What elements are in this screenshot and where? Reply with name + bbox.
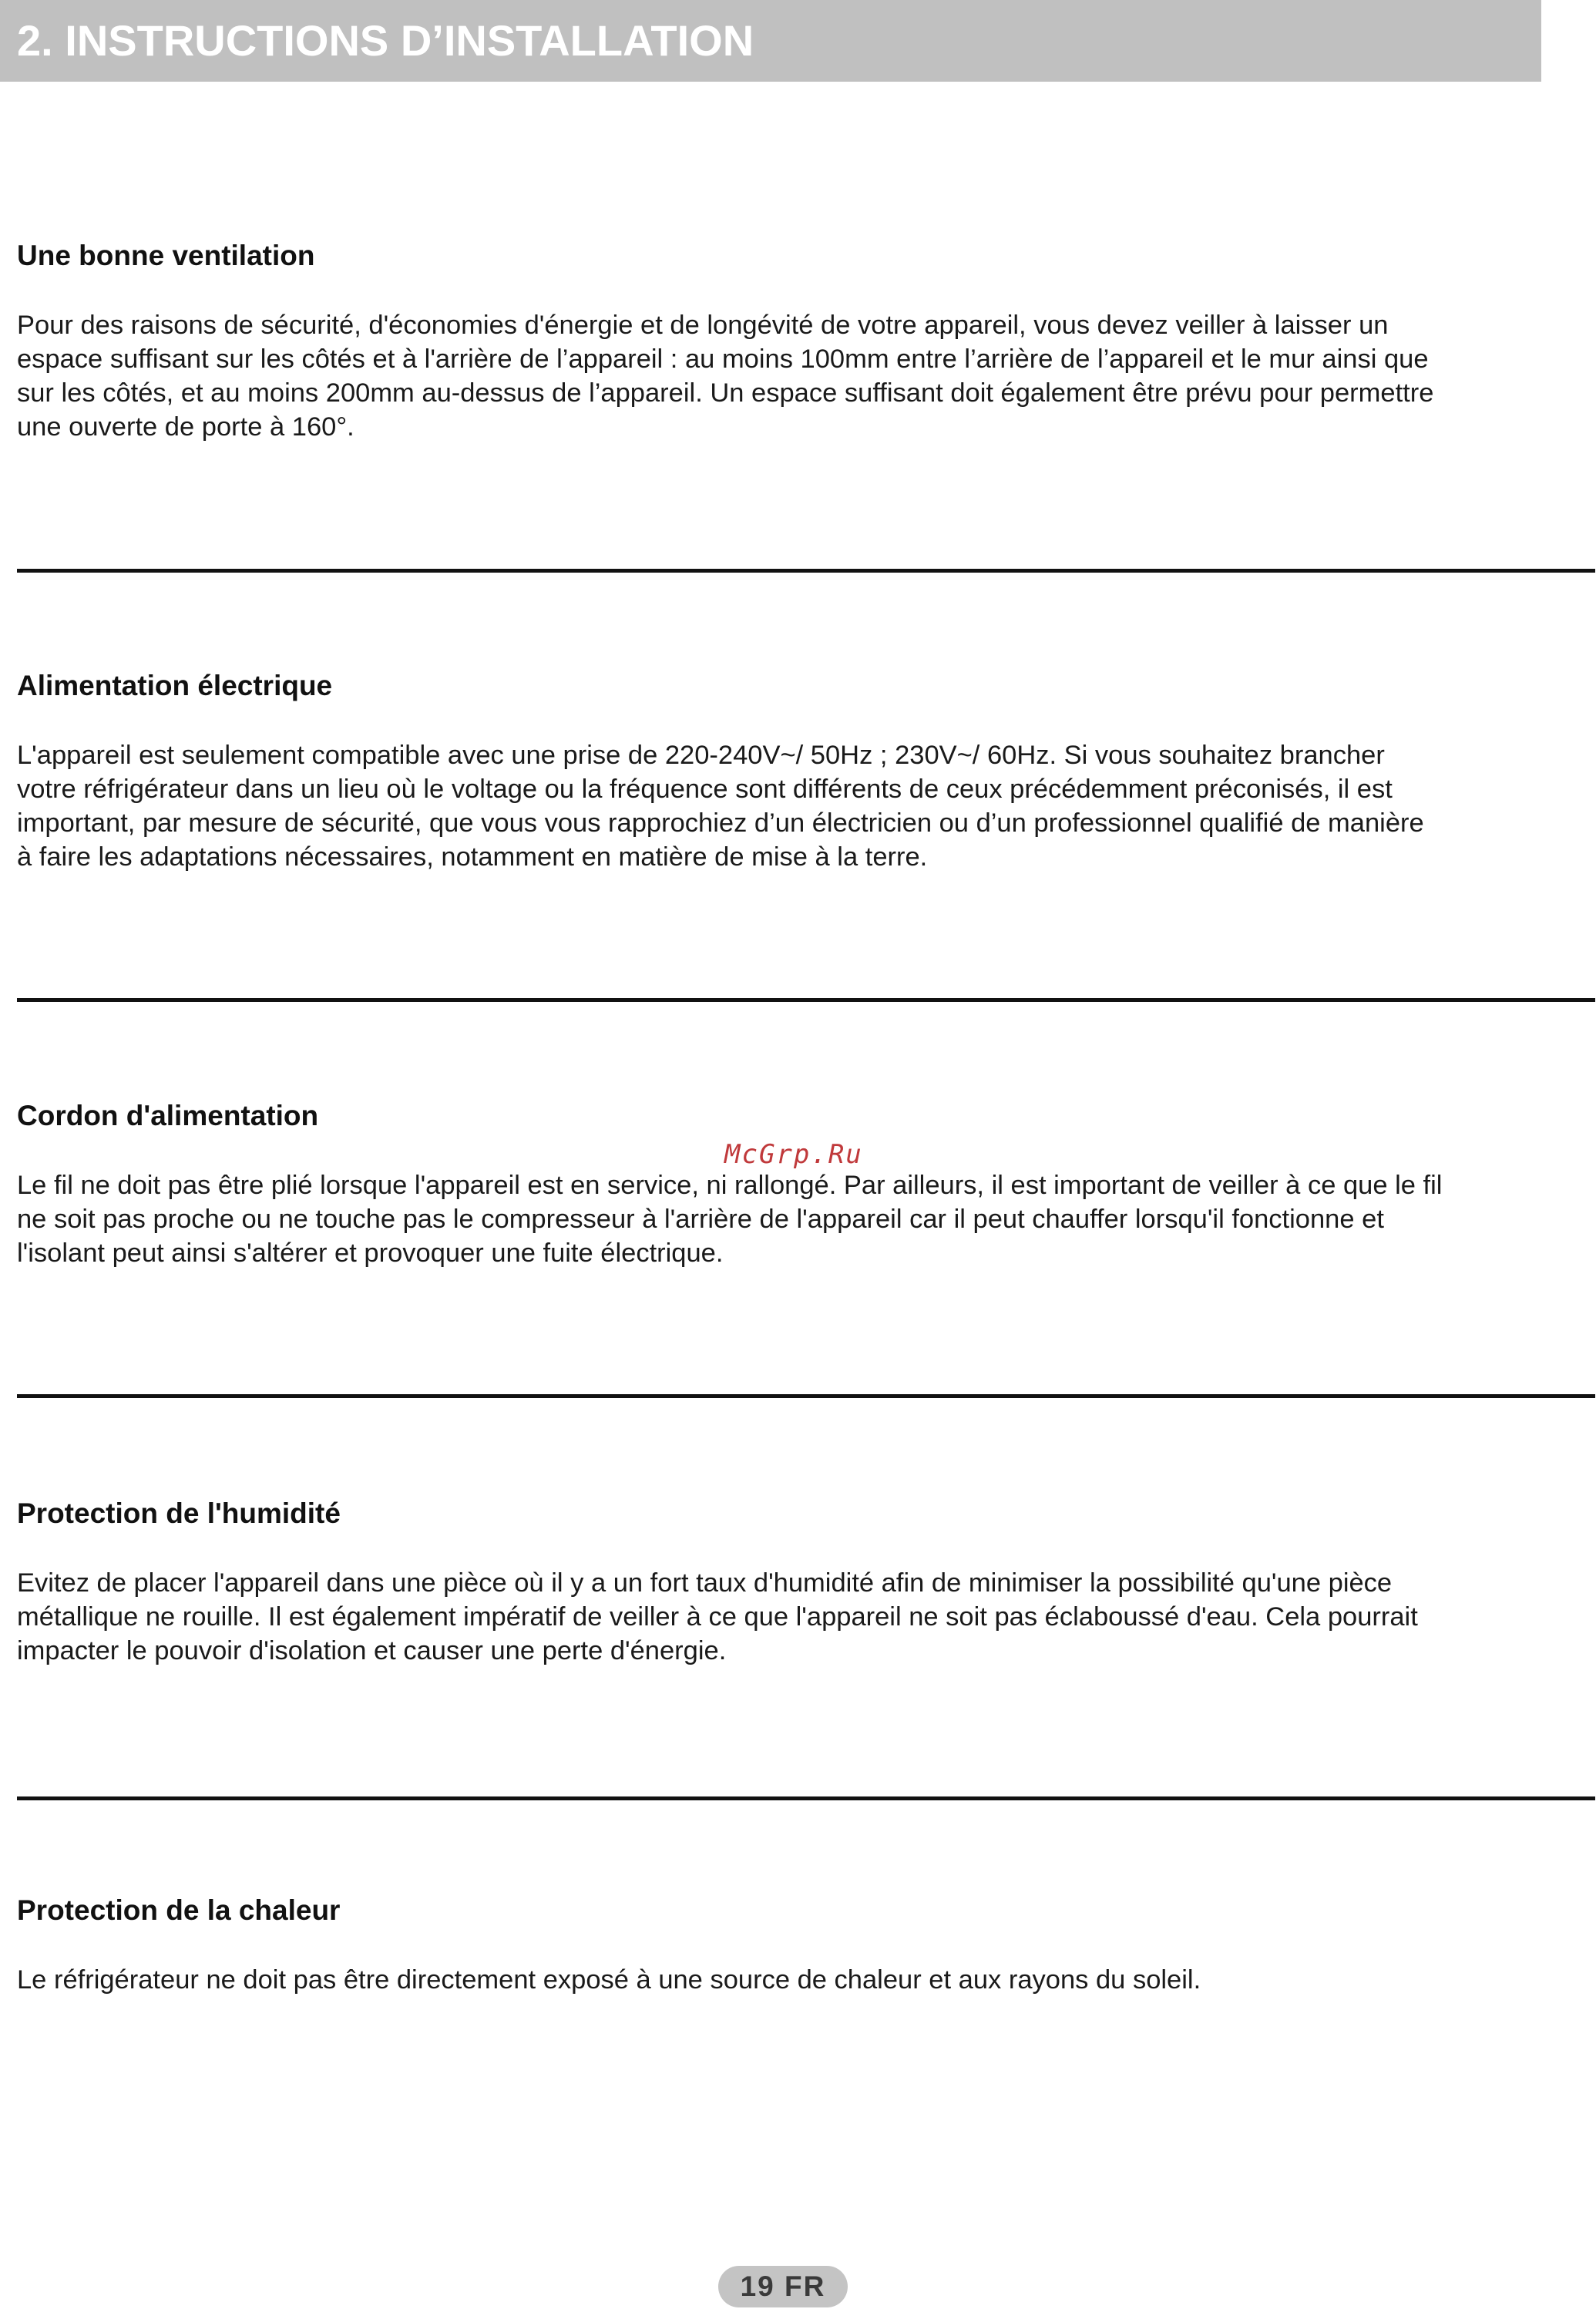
section-body: Le réfrigérateur ne doit pas être directement exposé à une source de chaleur et aux rayons du soleil. bbox=[17, 1965, 1201, 1995]
section-cordon bbox=[17, 1099, 1589, 1270]
page-title: 2. INSTRUCTIONS D’INSTALLATION bbox=[17, 16, 754, 65]
section-alimentation bbox=[17, 669, 1589, 874]
watermark-text: McGrp.Ru bbox=[724, 1139, 863, 1170]
section-heading: Protection de la chaleur bbox=[17, 1894, 341, 1926]
section-divider bbox=[17, 569, 1595, 573]
section-heading: Protection de l'humidité bbox=[17, 1497, 341, 1529]
section-humidite bbox=[17, 1497, 1589, 1668]
section-divider bbox=[17, 1796, 1595, 1800]
section-ventilation bbox=[17, 239, 1589, 444]
section-body: Evitez de placer l'appareil dans une pièce où il y a un fort taux d'humidité afin de minimiser la possibilité qu'une pièce métallique ne rouille. Il est également impératif de veiller à ce que l'appareil ne soit pas éclaboussé d'eau. Cela pourrait impacter le pouvoir d'isolation et causer une perte d'énergie. bbox=[17, 1568, 1418, 1665]
section-body: Le fil ne doit pas être plié lorsque l'appareil est en service, ni rallongé. Par ailleurs, il est important de veiller à ce que le fil ne soit pas proche ou ne touche pas le compresseur à l'arrière de l'appareil car il peut chauffer lorsqu'il fonctionne et l'isolant peut ainsi s'altérer et provoquer une fuite électrique. bbox=[17, 1171, 1443, 1268]
page-number-badge: 19 FR bbox=[718, 2266, 848, 2307]
section-divider bbox=[17, 1394, 1595, 1398]
header-bar bbox=[0, 0, 1541, 82]
section-body: L'appareil est seulement compatible avec une prise de 220-240V~/ 50Hz ; 230V~/ 60Hz. Si vous souhaitez brancher votre réfrigérateur dans un lieu où le voltage ou la fréquence sont différents de ceux précédemment préconisés, il est important, par mesure de sécurité, que vous vous rapprochiez d’un électricien ou d’un professionnel qualifié de manière à faire les adaptations nécessaires, notamment en matière de mise à la terre. bbox=[17, 741, 1424, 872]
section-heading: Cordon d'alimentation bbox=[17, 1100, 319, 1131]
section-heading: Une bonne ventilation bbox=[17, 240, 315, 271]
section-body: Pour des raisons de sécurité, d'économies d'énergie et de longévité de votre appareil, vous devez veiller à laisser un espace suffisant sur les côtés et à l'arrière de l’appareil : au moins 100mm entre l’arrière de l’appareil et le mur ainsi que sur les côtés, et au moins 200mm au-dessus de l’appareil. Un espace suffisant doit également être prévu pour permettre une ouverte de porte à 160°. bbox=[17, 311, 1434, 442]
section-divider bbox=[17, 998, 1595, 1002]
section-heading: Alimentation électrique bbox=[17, 670, 333, 701]
section-chaleur bbox=[17, 1894, 1589, 1997]
